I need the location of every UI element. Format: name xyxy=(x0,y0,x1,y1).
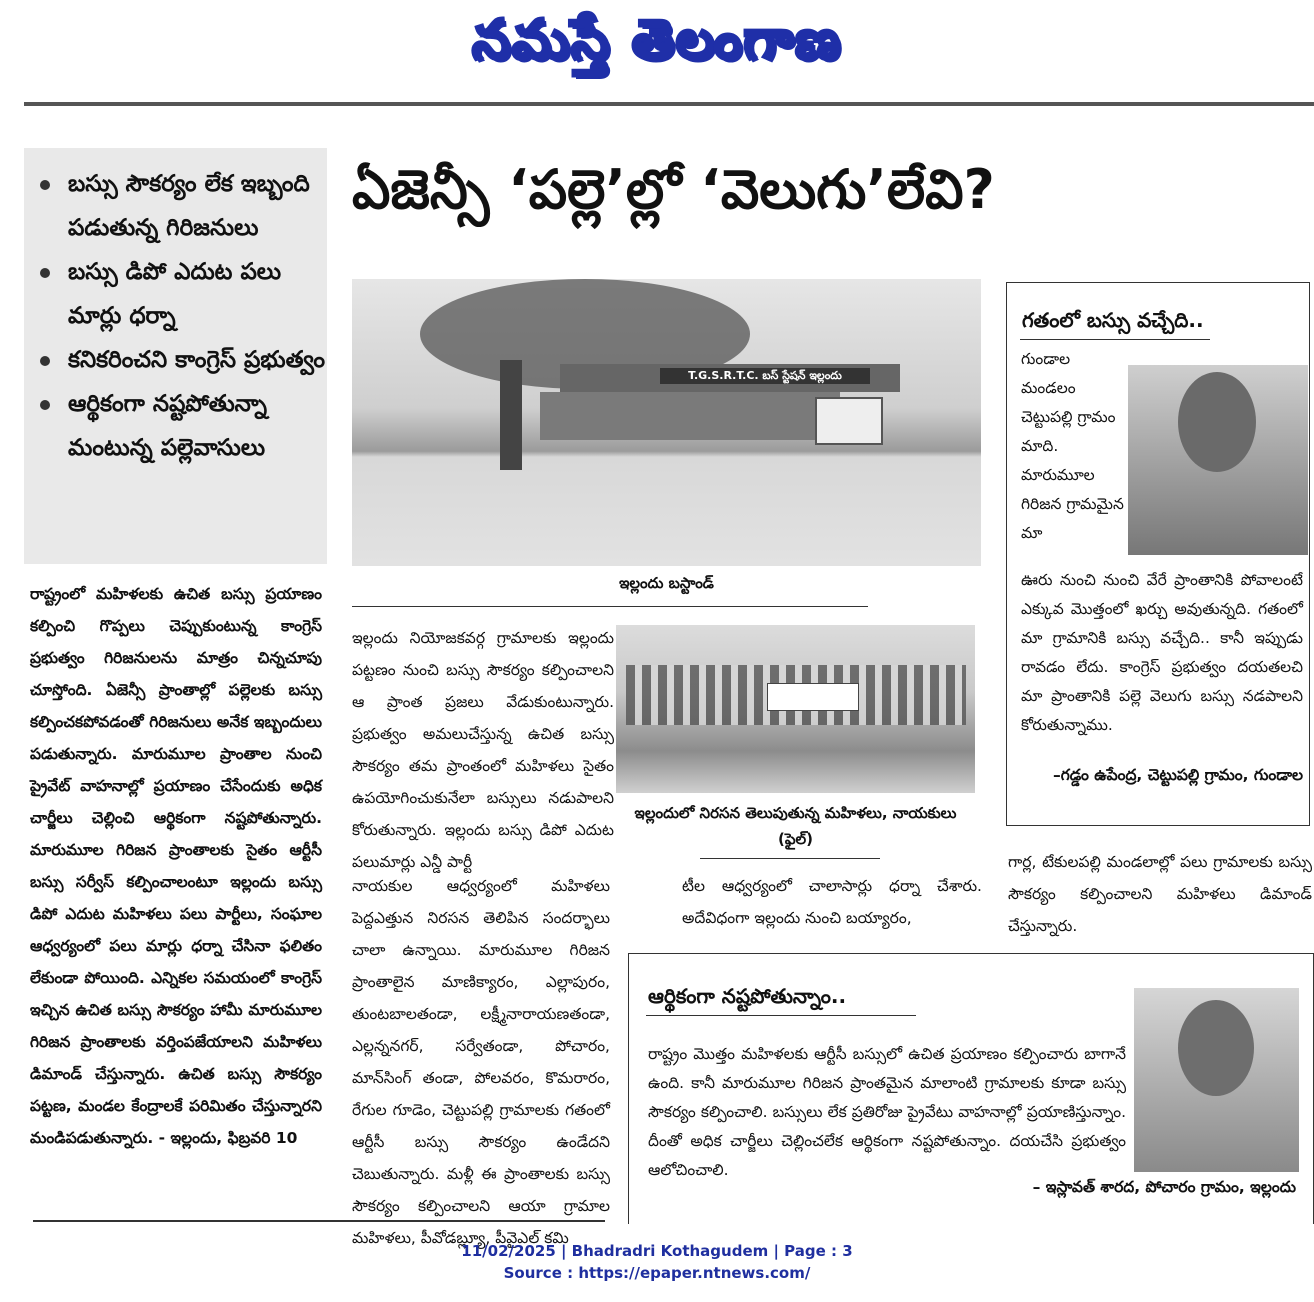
caption-rule xyxy=(700,858,880,859)
middle-column-text: నాయకుల ఆధ్వర్యంలో మహిళలు పెద్దఎత్తున నిరసన తెలిపిన సందర్భాలు చాలా ఉన్నాయి. మారుమూల గిరిజన ప్రాంతాలైన మాణిక్యారం, ఎల్లాపురం, తుంటబాలతండా, లక్ష్మీనారాయణతండా, ఎల్లన్ననగర్, సర్వేతండా, పోచారం, మాన్‌సింగ్ తండా, పోలవరం, కొమరారం, రేగుల గూడెం, చెట్టుపల్లి గ్రామాలకు గతంలో ఆర్టీసీ బస్సు సౌకర్యం ఉండేదని చెబుతున్నారు. మళ్లీ ఈ ప్రాంతాలకు బస్సు సౌకర్యం కల్పించాలని ఆయా గ్రామాల మహిళలు, పీవోడబ్ల్యూ, పీవైఎల్ కమి xyxy=(352,877,610,1247)
bottom-rule xyxy=(33,1220,605,1222)
quote-box-rule xyxy=(646,1015,916,1016)
right-column-text: గార్ల, టేకులపల్లి మండలాల్లో పలు గ్రామాలకు బస్సు సౌకర్యం కల్పించాలని మహిళలు డిమాండ్ చేస్తున్నారు. xyxy=(1008,853,1312,935)
highlight-item: కనికరించని కాంగ్రెస్ ప్రభుత్వం xyxy=(36,338,327,382)
photo-protest-banner xyxy=(767,683,859,711)
quote-box-text: రాష్ట్రం మొత్తం మహిళలకు ఆర్టీసీ బస్సులో ఉచిత ప్రయాణం కల్పించారు బాగానే ఉంది. కానీ మారుమూల గిరిజన ప్రాంతమైన మాలాంటి గ్రామాలకు కూడా బస్సు సౌకర్యం కల్పించాలి. బస్సులు లేక ప్రతిరోజు ప్రైవేటు వాహనాల్లో ప్రయాణిస్తున్నాం. దీంతో అధిక చార్జీలు చెల్లించలేక ఆర్థికంగా నష్టపోతున్నాం. దయచేసి ప్రభుత్వం ఆలోచించాలి. xyxy=(648,1045,1126,1179)
highlight-item: ఆర్థికంగా నష్టపోతున్నా మంటున్న పల్లెవాసులు xyxy=(36,382,327,470)
highlight-item: బస్సు డిపో ఎదుట పలు మార్లు ధర్నా xyxy=(36,250,327,338)
caption-rule xyxy=(352,606,868,607)
footer-source[interactable]: Source : https://epaper.ntnews.com/ xyxy=(503,1264,811,1282)
photo-caption: ఇల్లందులో నిరసన తెలుపుతున్న మహిళలు, నాయకులు (ఫైల్) xyxy=(634,804,957,848)
footer-date-page: 11/02/2025 | Bhadradri Kothagudem | Page : 3 xyxy=(461,1242,853,1260)
quote-signature: – ఇస్లావత్ శారద, పోచారం గ్రామం, ఇల్లందు xyxy=(1032,1178,1296,1196)
quote-box-title: ఆర్థికంగా నష్టపోతున్నాం.. xyxy=(648,984,847,1008)
masthead xyxy=(0,8,1314,85)
footer xyxy=(0,1240,1314,1284)
quote-box-text: ఊరు నుంచి నుంచి వేరే ప్రాంతానికి పోవాలంటే ఎక్కువ మొత్తంలో ఖర్చు అవుతున్నది. గతంలో మా గ్రామానికి బస్సు వచ్చేది.. కానీ ఇప్పుడు రావడం లేదు. కాంగ్రెస్ ప్రభుత్వం దయతలచి మా ప్రాంతానికి పల్లె వెలుగు బస్సు నడపాలని కోరుతున్నాము. xyxy=(1021,571,1303,734)
photo-caption: ఇల్లందు బస్టాండ్ xyxy=(619,574,714,592)
photo-bus xyxy=(815,397,883,445)
quote-box-rule xyxy=(1020,339,1210,340)
portrait-face xyxy=(1178,1000,1254,1096)
highlight-item: బస్సు సౌకర్యం లేక ఇబ్బంది పడుతున్న గిరిజనులు xyxy=(36,162,327,250)
portrait-face xyxy=(1178,372,1256,472)
highlights-box xyxy=(24,148,327,564)
photo-bus-stand-sign: T.G.S.R.T.C. బస్ స్టేషన్ ఇల్లందు xyxy=(660,368,870,384)
photo-tree-trunk xyxy=(500,360,522,470)
middle-column-text: టీల ఆధ్వర్యంలో చాలాసార్లు ధర్నా చేశారు. అదేవిధంగా ఇల్లందు నుంచి బయ్యారం, xyxy=(682,877,982,927)
quote-box-text: గుండాల మండలం చెట్టుపల్లి గ్రామం మాది. మారుమూల గిరిజన గ్రామమైన మా xyxy=(1021,350,1124,542)
quote-box-title: గతంలో బస్సు వచ్చేది.. xyxy=(1022,308,1204,332)
quote-signature: –గడ్డం ఉపేంద్ర, చెట్టుపల్లి గ్రామం, గుండాల xyxy=(1052,766,1303,784)
masthead-rule xyxy=(24,102,1314,106)
masthead-logo: నమస్తే తెలంగాణ xyxy=(472,8,842,71)
middle-column-text: ఇల్లందు నియోజకవర్గ గ్రామాలకు ఇల్లందు పట్టణం నుంచి బస్సు సౌకర్యం కల్పించాలని ఆ ప్రాంత ప్రజలు వేడుకుంటున్నారు. ప్రభుత్వం అమలుచేస్తున్న ఉచిత బస్సు సౌకర్యం తమ ప్రాంతంలో మహిళలు సైతం ఉపయోగించుకునేలా బస్సులు నడుపాలని కోరుతున్నారు. ఇల్లందు బస్సు డిపో ఎదుట పలుమార్లు ఎన్డీ పార్టీ xyxy=(352,629,614,871)
left-column-text: రాష్ట్రంలో మహిళలకు ఉచిత బస్సు ప్రయాణం కల్పించి గొప్పలు చెప్పుకుంటున్న కాంగ్రెస్ ప్రభుత్వం గిరిజనులను మాత్రం చిన్నచూపు చూస్తోంది. ఏజెన్సీ ప్రాంతాల్లో పల్లెలకు బస్సు కల్పించకపోవడంతో గిరిజనులు అనేక ఇబ్బందులు పడుతున్నారు. మారుమూల ప్రాంతాల నుంచి ప్రైవేట్ వాహనాల్లో ప్రయాణం చేసేందుకు అధిక చార్జీలు చెల్లించి ఆర్థికంగా నష్టపోతున్నారు. మారుమూల గిరిజన ప్రాంతాలకు సైతం ఆర్టీసీ బస్సు సర్వీస్ కల్పించాలంటూ ఇల్లందు బస్సు డిపో ఎదుట మహిళలు పలు పార్టీలు, సంఘాల ఆధ్వర్యంలో పలు మార్లు ధర్నా చేసినా ఫలితం లేకుండా పోయింది. ఎన్నికల సమయంలో కాంగ్రెస్ ఇచ్చిన ఉచిత బస్సు సౌకర్యం హామీ మారుమూల గిరిజన ప్రాంతాలకు వర్తింపజేయాలని మహిళలు డిమాండ్ చేస్తున్నారు. ఉచిత బస్సు సౌకర్యం పట్టణ, మండల కేంద్రాలకే పరిమితం చేస్తున్నారని మండిపడుతున్నారు. - ఇల్లందు, ఫిబ్రవరి 10 xyxy=(30,585,322,1147)
headline: ఏజెన్సీ ‘పల్లె’ల్లో ‘వెలుగు’లేవి? xyxy=(352,158,995,221)
photo-bus-stand-building xyxy=(540,392,840,440)
